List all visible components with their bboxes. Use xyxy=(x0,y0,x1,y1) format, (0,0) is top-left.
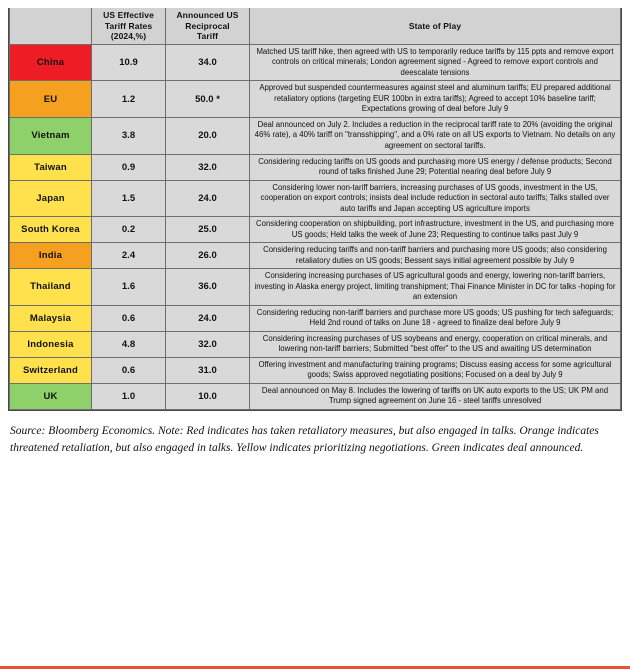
table-row xyxy=(10,269,621,306)
country-cell: Indonesia xyxy=(10,331,92,357)
header-reciprocal-line2: Reciprocal xyxy=(185,20,230,31)
effective-rate-cell: 10.9 xyxy=(92,44,166,81)
state-of-play-cell: Deal announced on May 8. Includes the lowering of tariffs on UK auto exports to the US; UK PM and Trump signed agreement on June 16 - steel tariffs unresolved xyxy=(250,383,621,409)
reciprocal-tariff-cell: 34.0 xyxy=(166,44,250,81)
table-row xyxy=(10,44,621,81)
table-row xyxy=(10,180,621,217)
effective-rate-cell: 2.4 xyxy=(92,243,166,269)
country-cell: EU xyxy=(10,81,92,118)
state-of-play-cell: Considering reducing tariffs and non-tariff barriers and purchasing more US goods; also considering retaliatory duties on US goods; Bessent says initial agreement possible by July 9 xyxy=(250,243,621,269)
state-of-play-cell: Matched US tariff hike, then agreed with US to temporarily reduce tariffs by 115 ppts and remove export controls on critical minerals; London agreement signed - Agreed to remove export controls and deescalate tensions xyxy=(250,44,621,81)
state-of-play-cell: Considering increasing purchases of US agricultural goods and energy, lowering non-tariff barriers, investing in Alaska energy project, limiting transhipment; Thai Finance Minister in DC for talks -hoping for an extension xyxy=(250,269,621,306)
country-cell: South Korea xyxy=(10,217,92,243)
reciprocal-tariff-cell: 20.0 xyxy=(166,117,250,154)
country-cell: Vietnam xyxy=(10,117,92,154)
effective-rate-cell: 1.2 xyxy=(92,81,166,118)
table-row xyxy=(10,154,621,180)
country-cell: Malaysia xyxy=(10,305,92,331)
header-state-of-play: State of Play xyxy=(250,8,621,45)
country-cell: Thailand xyxy=(10,269,92,306)
state-of-play-cell: Approved but suspended countermeasures against steel and aluminum tariffs; EU prepared additional retaliatory options (targeting EUR 100bn in extra tariffs); Agreed to accept 10% baseline tariff; Expectations growing of deal before July 9 xyxy=(250,81,621,118)
reciprocal-tariff-cell: 32.0 xyxy=(166,154,250,180)
reciprocal-tariff-cell: 24.0 xyxy=(166,305,250,331)
header-effective-rate-line1: US Effective xyxy=(103,10,154,20)
effective-rate-cell: 1.6 xyxy=(92,269,166,306)
table-row xyxy=(10,81,621,118)
header-effective-rate-line3: (2024,%) xyxy=(110,31,147,42)
country-cell: UK xyxy=(10,383,92,409)
table-row xyxy=(10,243,621,269)
header-effective-rate-line2: Tariff Rates xyxy=(104,20,153,31)
effective-rate-cell: 3.8 xyxy=(92,117,166,154)
table-row xyxy=(10,357,621,383)
state-of-play-cell: Offering investment and manufacturing training programs; Discuss easing access for some agricultural goods; Swiss approved negotiating positions; Focused on a deal by July 9 xyxy=(250,357,621,383)
chart-page xyxy=(0,6,630,671)
top-rule xyxy=(0,6,630,8)
header-reciprocal-line3: Tariff xyxy=(196,31,219,42)
country-cell: China xyxy=(10,44,92,81)
reciprocal-tariff-cell: 36.0 xyxy=(166,269,250,306)
table-row xyxy=(10,331,621,357)
country-cell: Switzerland xyxy=(10,357,92,383)
tariff-table xyxy=(9,7,621,410)
header-country xyxy=(10,8,92,45)
country-cell: Taiwan xyxy=(10,154,92,180)
header-row xyxy=(10,8,621,45)
table-row xyxy=(10,305,621,331)
source-note: Source: Bloomberg Economics. Note: Red indicates has taken retaliatory measures, but also engaged in talks. Orange indicates threatened retaliation, but also engaged in talks. Yellow indicates prioritizing negotiations. Green indicates deal announced. xyxy=(10,424,599,454)
state-of-play-cell: Considering reducing tariffs on US goods and purchasing more US energy / defense products; Second round of talks finished June 29; Potential nearing deal before July 9 xyxy=(250,154,621,180)
reciprocal-tariff-cell: 31.0 xyxy=(166,357,250,383)
state-of-play-cell: Considering lower non-tariff barriers, increasing purchases of US goods, investment in the US, cooperation on export controls; insists deal include reduction in sectoral auto tariffs; Talks stalled over auto tariffs and Japan accepting US agriculture imports xyxy=(250,180,621,217)
table-header xyxy=(10,8,621,45)
table-row xyxy=(10,117,621,154)
header-effective-rate xyxy=(92,8,166,45)
reciprocal-tariff-cell: 10.0 xyxy=(166,383,250,409)
state-of-play-cell: Considering cooperation on shipbuilding, port infrastructure, investment in the US, and purchasing more US goods; Held talks the week of June 23; Requesting to continue talks past July 9 xyxy=(250,217,621,243)
state-of-play-cell: Considering reducing non-tariff barriers and purchase more US goods; US pushing for tech safeguards; Held 2nd round of talks on June 18 - agreed to finalize deal before July 9 xyxy=(250,305,621,331)
effective-rate-cell: 4.8 xyxy=(92,331,166,357)
reciprocal-tariff-cell: 32.0 xyxy=(166,331,250,357)
table-row xyxy=(10,383,621,409)
header-reciprocal-line1: Announced US xyxy=(176,10,239,20)
reciprocal-tariff-cell: 24.0 xyxy=(166,180,250,217)
effective-rate-cell: 0.2 xyxy=(92,217,166,243)
state-of-play-cell: Deal announced on July 2. Includes a reduction in the reciprocal tariff rate to 20% (avoiding the original 46% rate), a 40% tariff on "transshipping", and a 0% rate on all US exports to Vietnam. No details on any agreement on sectoral tariffs. xyxy=(250,117,621,154)
country-cell: India xyxy=(10,243,92,269)
table-row xyxy=(10,217,621,243)
reciprocal-tariff-cell: 26.0 xyxy=(166,243,250,269)
effective-rate-cell: 0.9 xyxy=(92,154,166,180)
country-cell: Japan xyxy=(10,180,92,217)
effective-rate-cell: 0.6 xyxy=(92,305,166,331)
reciprocal-tariff-cell: 50.0 * xyxy=(166,81,250,118)
header-reciprocal-tariff xyxy=(166,8,250,45)
effective-rate-cell: 1.5 xyxy=(92,180,166,217)
table-body xyxy=(10,44,621,409)
bottom-accent-rule xyxy=(0,666,630,669)
reciprocal-tariff-cell: 25.0 xyxy=(166,217,250,243)
state-of-play-cell: Considering increasing purchases of US soybeans and energy, cooperation on critical minerals, and lowering non-tariff barriers; Submitted "best offer" to the US and awaiting US determination xyxy=(250,331,621,357)
effective-rate-cell: 0.6 xyxy=(92,357,166,383)
tariff-table-container xyxy=(8,6,622,411)
effective-rate-cell: 1.0 xyxy=(92,383,166,409)
